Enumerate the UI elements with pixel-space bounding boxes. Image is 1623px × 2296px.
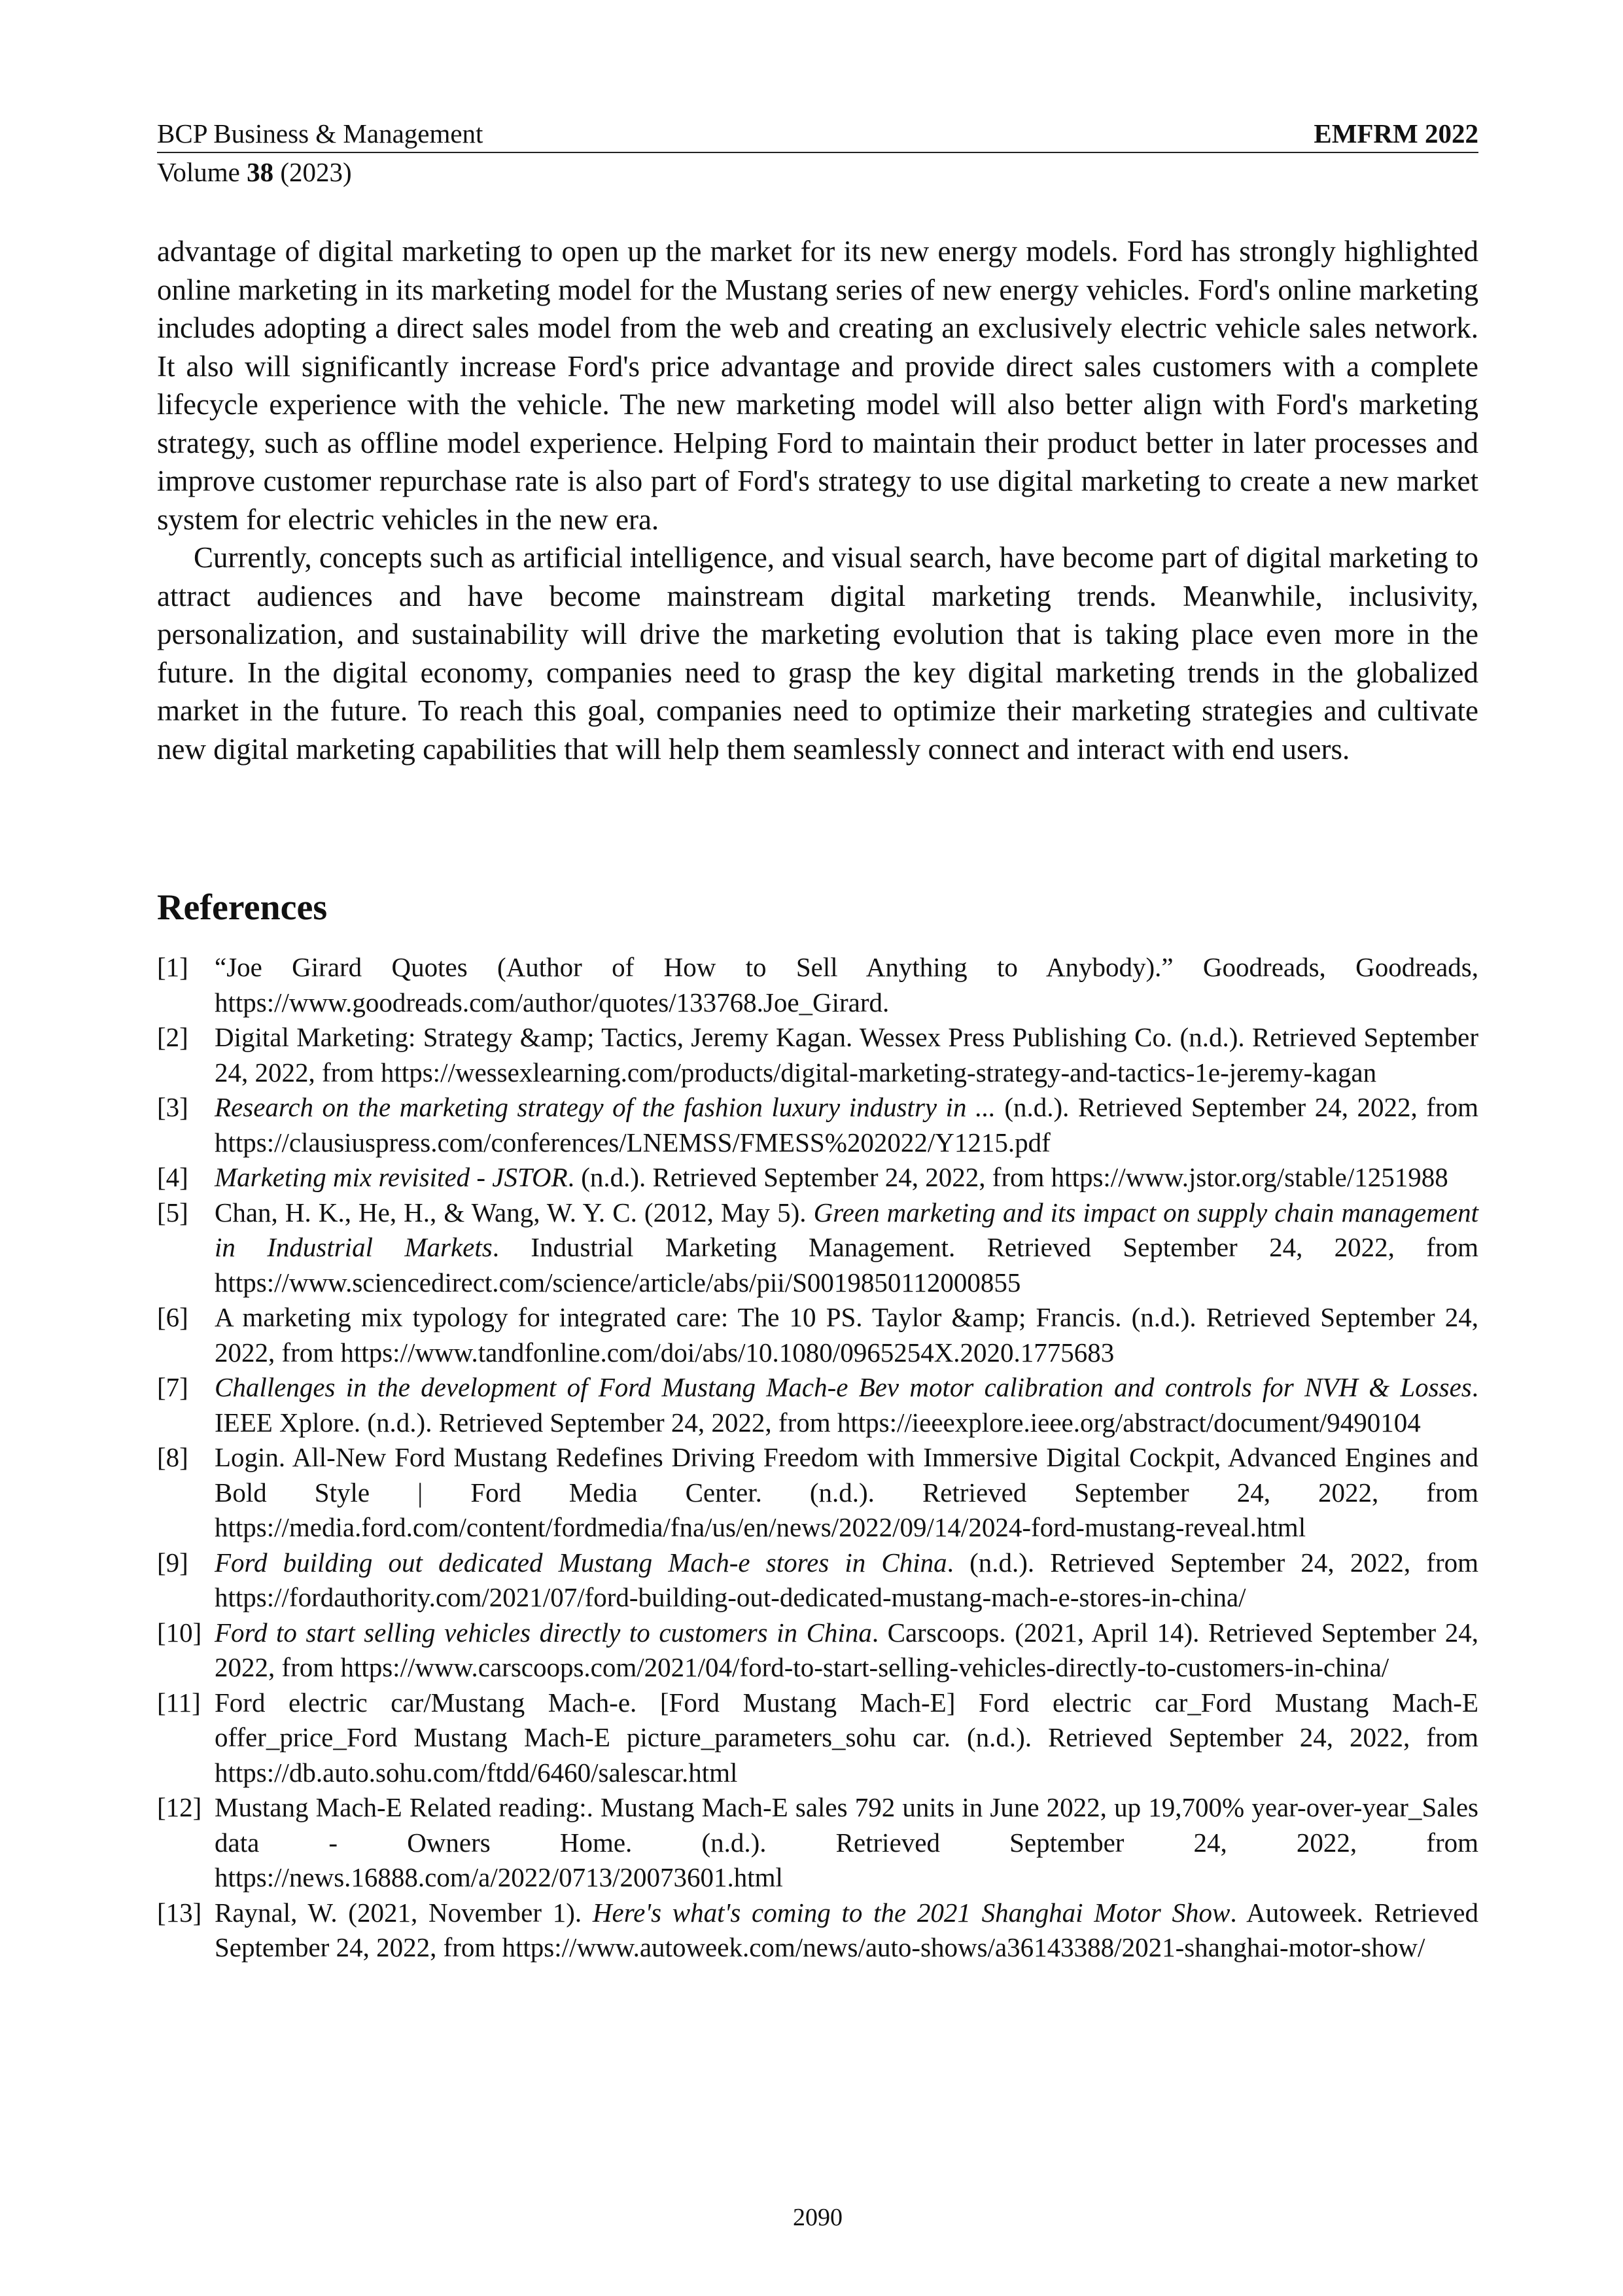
reference-number: [7] — [157, 1372, 188, 1402]
running-header — [157, 116, 1478, 190]
reference-number: [1] — [157, 952, 188, 982]
reference-text: Ford building out dedicated Mustang Mach-e stores in China. (n.d.). Retrieved September 24, 2022, from https://fordauthority.com/2021/07/ford-building-out-dedicated-mustang-mach-e-stores-in-china/ — [215, 1547, 1478, 1612]
reference-text: Challenges in the development of Ford Mustang Mach-e Bev motor calibration and controls for NVH & Losses. IEEE Xplore. (n.d.). Retrieved September 24, 2022, from https://ieeexplore.ieee.org/abstract/document/9490104 — [215, 1372, 1478, 1438]
reference-item — [157, 1370, 1478, 1440]
reference-number: [10] — [157, 1617, 202, 1648]
body-paragraph: advantage of digital marketing to open up the market for its new energy models. Ford has strongly highlighted online marketing in its marketing model for the Mustang series of new energy vehicles. Ford's online marketing includes adopting a direct sales model from the web and creating an exclusively electric vehicle sales network. It also will significantly increase Ford's price advantage and provide direct sales customers with a complete lifecycle experience with the vehicle. The new marketing model will also better align with Ford's marketing strategy, such as offline model experience. Helping Ford to maintain their product better in later processes and improve customer repurchase rate is also part of Ford's strategy to use digital marketing to create a new market system for electric vehicles in the new era. — [157, 235, 1478, 536]
reference-item — [157, 1790, 1478, 1896]
reference-text: Raynal, W. (2021, November 1). Here's what's coming to the 2021 Shanghai Motor Show. Autoweek. Retrieved September 24, 2022, from https://www.autoweek.com/news/auto-shows/a36143388/2021-shanghai-motor-show/ — [215, 1897, 1478, 1962]
reference-item — [157, 1545, 1478, 1616]
reference-number: [4] — [157, 1162, 188, 1192]
page-number: 2090 — [793, 2204, 843, 2231]
references-heading: References — [157, 887, 328, 928]
reference-text: Digital Marketing: Strategy &amp; Tactics, Jeremy Kagan. Wessex Press Publishing Co. (n.d.). Retrieved September 24, 2022, from https://wessexlearning.com/products/digital-marketing-strategy-and-tactics-1e-jeremy-kagan — [215, 1022, 1478, 1087]
reference-number: [2] — [157, 1022, 188, 1052]
reference-number: [8] — [157, 1442, 188, 1472]
paper-page — [157, 0, 1478, 2296]
reference-text: Login. All-New Ford Mustang Redefines Driving Freedom with Immersive Digital Cockpit, Advanced Engines and Bold Style | Ford Media Center. (n.d.). Retrieved September 24, 2022, from https://media.ford.com/content/fordmedia/fna/us/en/news/2022/09/14/2024-ford-mustang-reveal.html — [215, 1442, 1478, 1542]
reference-text: Ford to start selling vehicles directly to customers in China. Carscoops. (2021, April 14). Retrieved September 24, 2022, from https://www.carscoops.com/2021/04/ford-to-start-selling-vehicles-directly-to-customers-in-china/ — [215, 1617, 1479, 1682]
body-paragraph: Currently, concepts such as artificial intelligence, and visual search, have become part of digital marketing to attract audiences and have become mainstream digital marketing trends. Meanwhile, inclusivity, personalization, and sustainability will drive the marketing evolution that is taking place even more in the future. In the digital economy, companies need to grasp the key digital marketing trends in the globalized market in the future. To reach this goal, companies need to optimize their marketing strategies and cultivate new digital marketing capabilities that will help them seamlessly connect and interact with end users. — [157, 541, 1478, 766]
reference-number: [9] — [157, 1547, 188, 1578]
reference-number: [13] — [157, 1897, 202, 1928]
reference-item — [157, 1020, 1478, 1090]
reference-item — [157, 1090, 1478, 1160]
conference-name: EMFRM 2022 — [1314, 118, 1478, 149]
reference-number: [3] — [157, 1092, 188, 1122]
reference-item — [157, 1440, 1478, 1545]
reference-item — [157, 1195, 1478, 1301]
reference-text: “Joe Girard Quotes (Author of How to Sell Anything to Anybody).” Goodreads, Goodreads, https://www.goodreads.com/author/quotes/133768.Joe_Girard. — [215, 952, 1478, 1017]
reference-number: [6] — [157, 1302, 188, 1332]
reference-item — [157, 1896, 1478, 1966]
header-rule-row — [157, 116, 1478, 153]
reference-text: Mustang Mach-E Related reading:. Mustang Mach-E sales 792 units in June 2022, up 19,700% year-over-year_Sales data - Owners Home. (n.d.). Retrieved September 24, 2022, from https://news.16888.com/a/2022/0713/20073601.html — [215, 1792, 1478, 1892]
reference-item — [157, 1160, 1478, 1195]
reference-item — [157, 1300, 1478, 1370]
reference-text: Ford electric car/Mustang Mach-e. [Ford Mustang Mach-E] Ford electric car_Ford Mustang Mach-E offer_price_Ford Mustang Mach-E picture_parameters_sohu car. (n.d.). Retrieved September 24, 2022, from https://db.auto.sohu.com/ftdd/6460/salescar.html — [215, 1687, 1478, 1788]
reference-text: Marketing mix revisited - JSTOR. (n.d.). Retrieved September 24, 2022, from https://www.jstor.org/stable/1251988 — [215, 1162, 1448, 1192]
volume-prefix: Volume — [157, 157, 247, 187]
volume-number: 38 — [247, 157, 274, 187]
reference-text: Chan, H. K., He, H., & Wang, W. Y. C. (2012, May 5). Green marketing and its impact on supply chain management in Industrial Markets. Industrial Marketing Management. Retrieved September 24, 2022, from https://www.sciencedirect.com/science/article/abs/pii/S0019850112000855 — [215, 1197, 1478, 1298]
reference-number: [5] — [157, 1197, 188, 1227]
volume-year: (2023) — [273, 157, 352, 187]
journal-name: BCP Business & Management — [157, 118, 483, 149]
reference-item — [157, 950, 1478, 1020]
reference-list — [157, 950, 1478, 1966]
reference-text: A marketing mix typology for integrated care: The 10 PS. Taylor &amp; Francis. (n.d.). Retrieved September 24, 2022, from https://www.tandfonline.com/doi/abs/10.1080/0965254X.2020.1775683 — [215, 1302, 1478, 1368]
body-text — [157, 232, 1478, 768]
reference-number: [12] — [157, 1792, 202, 1822]
reference-text: Research on the marketing strategy of the fashion luxury industry in ... (n.d.). Retrieved September 24, 2022, from https://clausiuspress.com/conferences/LNEMSS/FMESS%202022/Y1215.pdf — [215, 1092, 1478, 1157]
volume-line — [157, 154, 1478, 190]
reference-item — [157, 1686, 1478, 1791]
reference-number: [11] — [157, 1687, 201, 1718]
reference-item — [157, 1616, 1478, 1686]
